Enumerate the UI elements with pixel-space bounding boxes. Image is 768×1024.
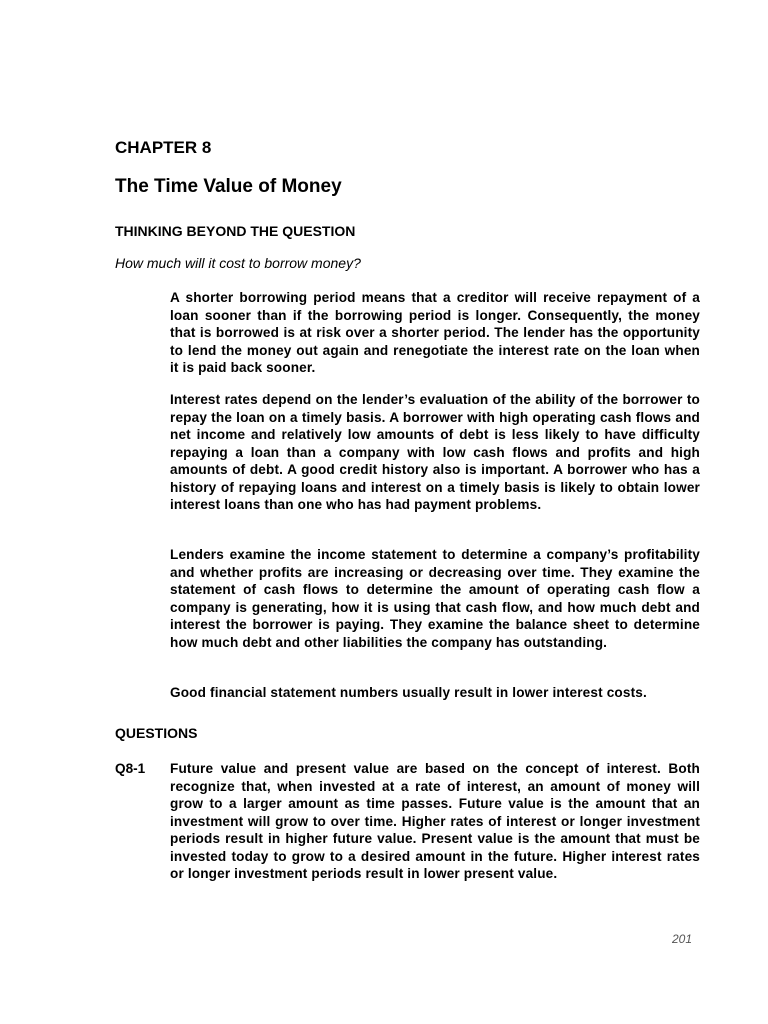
chapter-label: CHAPTER 8 bbox=[115, 138, 212, 157]
answer-paragraph-2 bbox=[170, 391, 700, 514]
answer-paragraph-1 bbox=[170, 289, 700, 377]
page-number: 201 bbox=[672, 932, 693, 946]
section-heading-questions: QUESTIONS bbox=[115, 725, 198, 741]
paragraph-text: Good financial statement numbers usually result in lower interest costs. bbox=[170, 685, 647, 700]
paragraph-text: A shorter borrowing period means that a creditor will receive repayment of a loan sooner than if the borrowing period is longer. Consequently, the money that is borrowed is at risk over a shorter period. The lender has the opportunity to lend the money out again and renegotiate the interest rate on the loan when it is paid back sooner. bbox=[170, 290, 700, 375]
answer-paragraph-4 bbox=[170, 684, 700, 702]
thinking-question: How much will it cost to borrow money? bbox=[115, 255, 361, 271]
answer-paragraph-3 bbox=[170, 546, 700, 651]
chapter-title: The Time Value of Money bbox=[115, 176, 342, 197]
question-number: Q8-1 bbox=[115, 761, 146, 776]
paragraph-text: Interest rates depend on the lender’s evaluation of the ability of the borrower to repay the loan on a timely basis. A borrower with high operating cash flows and net income and relatively low amounts of debt is less likely to have difficulty repaying a loan than a company with low cash flows and profits and high amounts of debt. A good credit history also is important. A borrower who has a history of repaying loans and interest on a timely basis is likely to obtain lower interest loans than one who has had payment problems. bbox=[170, 392, 700, 512]
question-answer-text: Future value and present value are based on the concept of interest. Both recognize that, when invested at a rate of interest, an amount of money will grow to a larger amount as time passes. Future value is the amount that an investment will grow to over time. Higher rates of interest or longer investment periods result in higher future value. Present value is the amount that must be invested today to grow to a desired amount in the future. Higher interest rates or longer investment periods result in lower present value. bbox=[170, 761, 700, 881]
question-item bbox=[115, 760, 700, 883]
paragraph-text: Lenders examine the income statement to determine a company’s profitability and whether profits are increasing or decreasing over time. They examine the statement of cash flows to determine the amount of operating cash flow a company is generating, how it is using that cash flow, and how much debt and interest the borrower is paying. They examine the balance sheet to determine how much debt and other liabilities the company has outstanding. bbox=[170, 547, 700, 650]
section-heading-thinking: THINKING BEYOND THE QUESTION bbox=[115, 223, 356, 239]
